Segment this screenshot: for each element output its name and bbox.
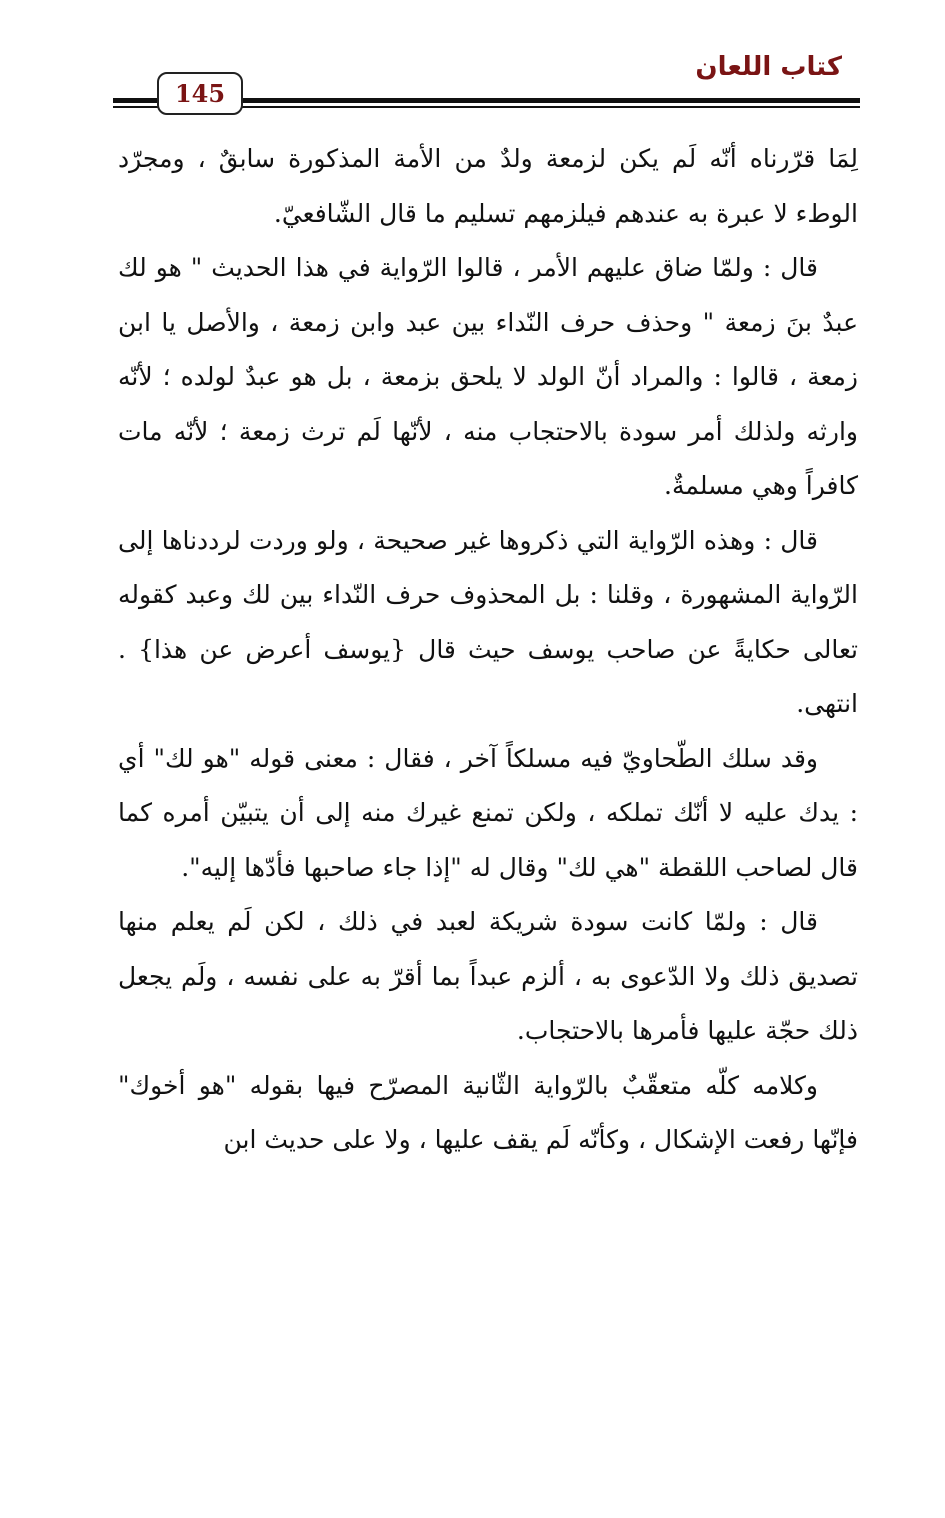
paragraph: قال : ولمّا ضاق عليهم الأمر ، قالوا الرّواية في هذا الحديث " هو لك عبدٌ بنَ زمعة " وحذف حرف النّداء بين عبد وابن زمعة ، والأصل يا ابن زمعة ، قالوا : والمراد أنّ الولد لا يلحق بزمعة ، بل هو عبدٌ لولده ؛ لأنّه وارثه ولذلك أمر سودة بالاحتجاب منه ، لأنّها لَم ترث زمعة ؛ لأنّه مات كافراً وهي مسلمةٌ. <box>118 253 858 500</box>
page-header <box>0 0 945 120</box>
paragraph: وكلامه كلّه متعقّبٌ بالرّواية الثّانية المصرّح فيها بقوله "هو أخوك" فإنّها رفعت الإشكال ، وكأنّه لَم يقف عليها ، ولا على حديث ابن <box>118 1070 858 1154</box>
paragraph: لِمَا قرّرناه أنّه لَم يكن لزمعة ولدٌ من الأمة المذكورة سابقٌ ، ومجرّد الوطء لا عبرة به عندهم فيلزمهم تسليم ما قال الشّافعيّ. <box>118 144 858 228</box>
page-number: 145 <box>174 78 226 108</box>
paragraph: قال : وهذه الرّواية التي ذكروها غير صحيحة ، ولو وردت لرددناها إلى الرّواية المشهورة ، وقلنا : بل المحذوف حرف النّداء بين لك وعبد كقوله تعالى حكايةً عن صاحب يوسف حيث قال {يوسف أعرض عن هذا} . انتهى. <box>118 525 858 718</box>
page-number-box <box>157 72 243 115</box>
chapter-title: كتاب اللعان <box>695 52 842 82</box>
paragraph: وقد سلك الطّحاويّ فيه مسلكاً آخر ، فقال : معنى قوله "هو لك" أي : يدك عليه لا أنّك تملكه ، ولكن تمنع غيرك منه إلى أن يتبيّن أمره كما قال لصاحب اللقطة "هي لك" وقال له "إذا جاء صاحبها فأدّها إليه". <box>118 743 858 882</box>
paragraph: قال : ولمّا كانت سودة شريكة لعبد في ذلك ، لكن لَم يعلم منها تصديق ذلك ولا الدّعوى به ، ألزم عبداً بما أقرّ به على نفسه ، ولَم يجعل ذلك حجّة عليها فأمرها بالاحتجاب. <box>118 907 858 1045</box>
body-text <box>118 132 858 1168</box>
